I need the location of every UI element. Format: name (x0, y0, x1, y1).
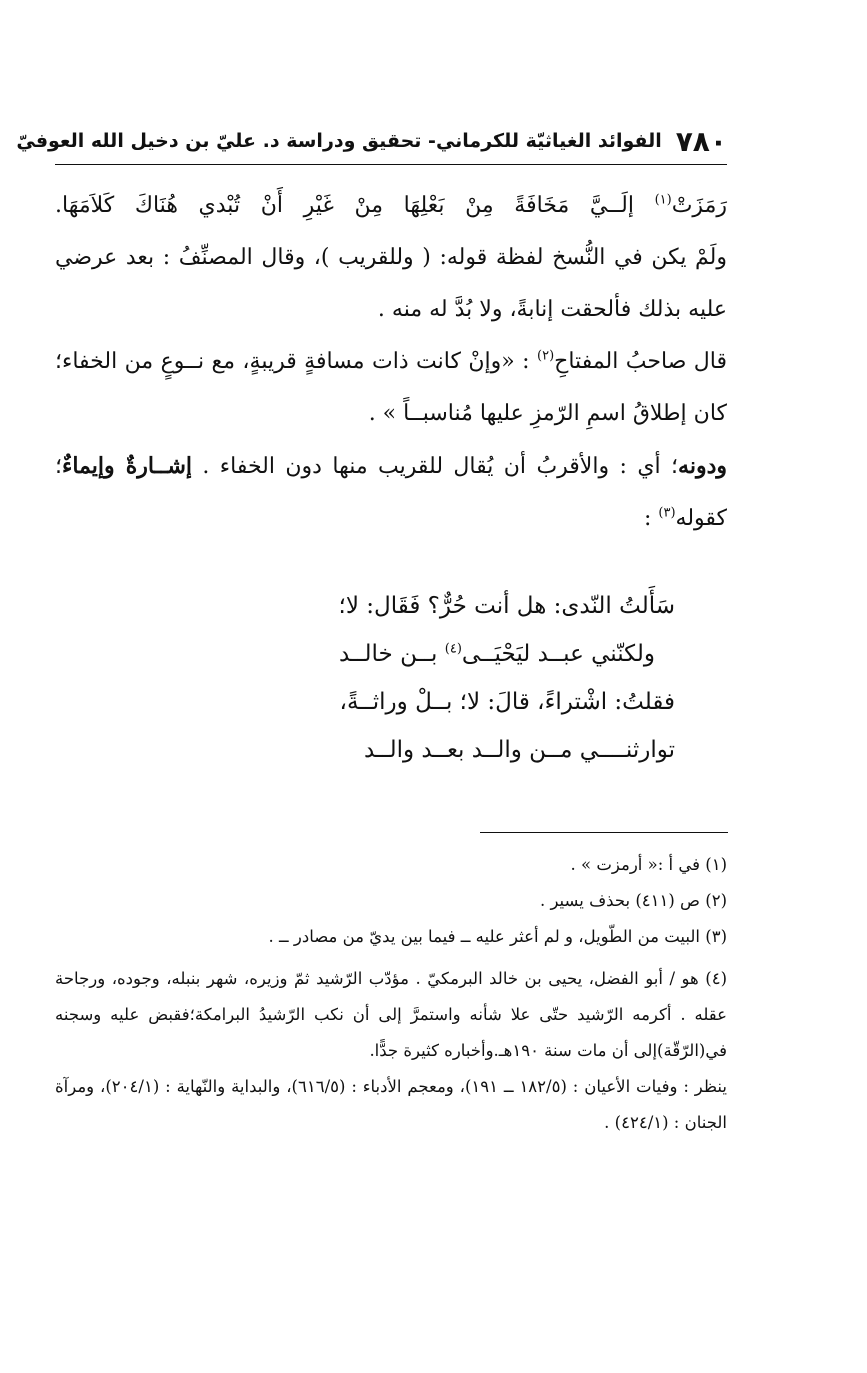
footnote-ref-1: (١) (654, 192, 672, 208)
main-text (55, 180, 727, 545)
footnote-separator (480, 832, 728, 833)
term-wadunahu: ودونه (678, 453, 728, 479)
footnote-1: (١) في أ :« أرمزت » . (570, 855, 727, 874)
poem-line-2-a: ولكنّني عبــد ليَحْيَــى (461, 641, 655, 667)
paragraph-3-text-a: ؛ أي : والأقربُ أن يُقال للقريب منها دون الخفاء . (192, 454, 679, 479)
footnote-ref-4: (٤) (444, 641, 462, 657)
quoted-verse-line (55, 180, 727, 232)
poem-line-2-b: بــن خالــد (338, 641, 438, 667)
footnote-4-sources: ينظر : وفيات الأعيان : (١٨٢/٥ ــ ١٩١)، ومعجم الأدباء : (٦١٦/٥)، والبداية والنّهاية : (٢٠٤/١)، ومرآة الجنان : (٤٢٤/١) . (55, 1077, 727, 1132)
footnotes (55, 847, 727, 1141)
paragraph-3-text-b: ؛ كقوله (55, 454, 727, 531)
footnote-2: (٢) ص (٤١١) بحذف يسير . (539, 891, 727, 910)
paragraph-2 (55, 336, 727, 440)
term-ishara: إشــارةٌ وإيماءٌ (62, 453, 192, 479)
paragraph-2-part-b: : «وإنْ كانت ذات مسافةٍ قريبةٍ، مع نــوعٍ من الخفاء؛ كان إطلاقُ اسمِ الرّمزِ عليها مُناسبــاً » . (55, 349, 727, 426)
poem-block (95, 582, 675, 774)
verse-part-a: رَمَزَتْ (671, 193, 727, 218)
running-title: الفوائد الغياثيّة للكرماني- تحقيق ودراسة د. عليّ بن دخيل الله العوفيّ (16, 130, 662, 152)
paragraph-3-text-c: : (643, 506, 659, 531)
running-header (16, 118, 727, 165)
footnote-4: (٤) هو / أبو الفضل، يحيى بن خالد البرمكيّ . مؤدّب الرّشيد ثمّ وزيره، شهر بنبله، وجوده، ورجاحة عقله . أكرمه الرّشيد حتّى علا شأنه واستمرَّ إلى أن نكب الرّشيدُ البرامكة؛فقبض عليه وسجنه في(الرّقّة)إلى أن مات سنة ١٩٠هـ.وأخباره كثيرة جدًّا. (55, 969, 727, 1060)
paragraph-2-part-a: قال صاحبُ المفتاحِ (554, 349, 728, 374)
footnote-ref-2: (٢) (537, 348, 555, 364)
paragraph-1: ولَمْ يكن في النُّسخ لفظة قوله: ( وللقريب )، وقال المصنِّفُ : بعد عرضي عليه بذلك فألحقت إنابةً، ولا بُدَّ له منه . (55, 245, 727, 322)
poem-line-1: سَأَلتُ النّدى: هل أنت حُرٌّ؟ فَقَال: لا؛ (338, 593, 675, 619)
poem-line-2 (95, 630, 675, 678)
verse-part-b: إلَــيَّ مَخَافَةً مِنْ بَعْلِهَا مِنْ غَيْرِ أَنْ تُبْدي هُنَاكَ كَلاَمَهَا. (55, 193, 634, 218)
footnote-ref-3: (٣) (658, 505, 676, 521)
paragraph-3 (55, 440, 727, 545)
footnote-3: (٣) البيت من الطّويل، و لم أعثر عليه ــ فيما بين يديّ من مصادر ــ . (268, 927, 727, 946)
page-number: ٧٨٠ (675, 124, 727, 158)
poem-line-4: توارثنــــي مــن والــد بعــد والــد (364, 737, 675, 763)
poem-line-3: فقلتُ: اشْتراءً، قالَ: لا؛ بــلْ وراثــةً، (339, 689, 675, 715)
